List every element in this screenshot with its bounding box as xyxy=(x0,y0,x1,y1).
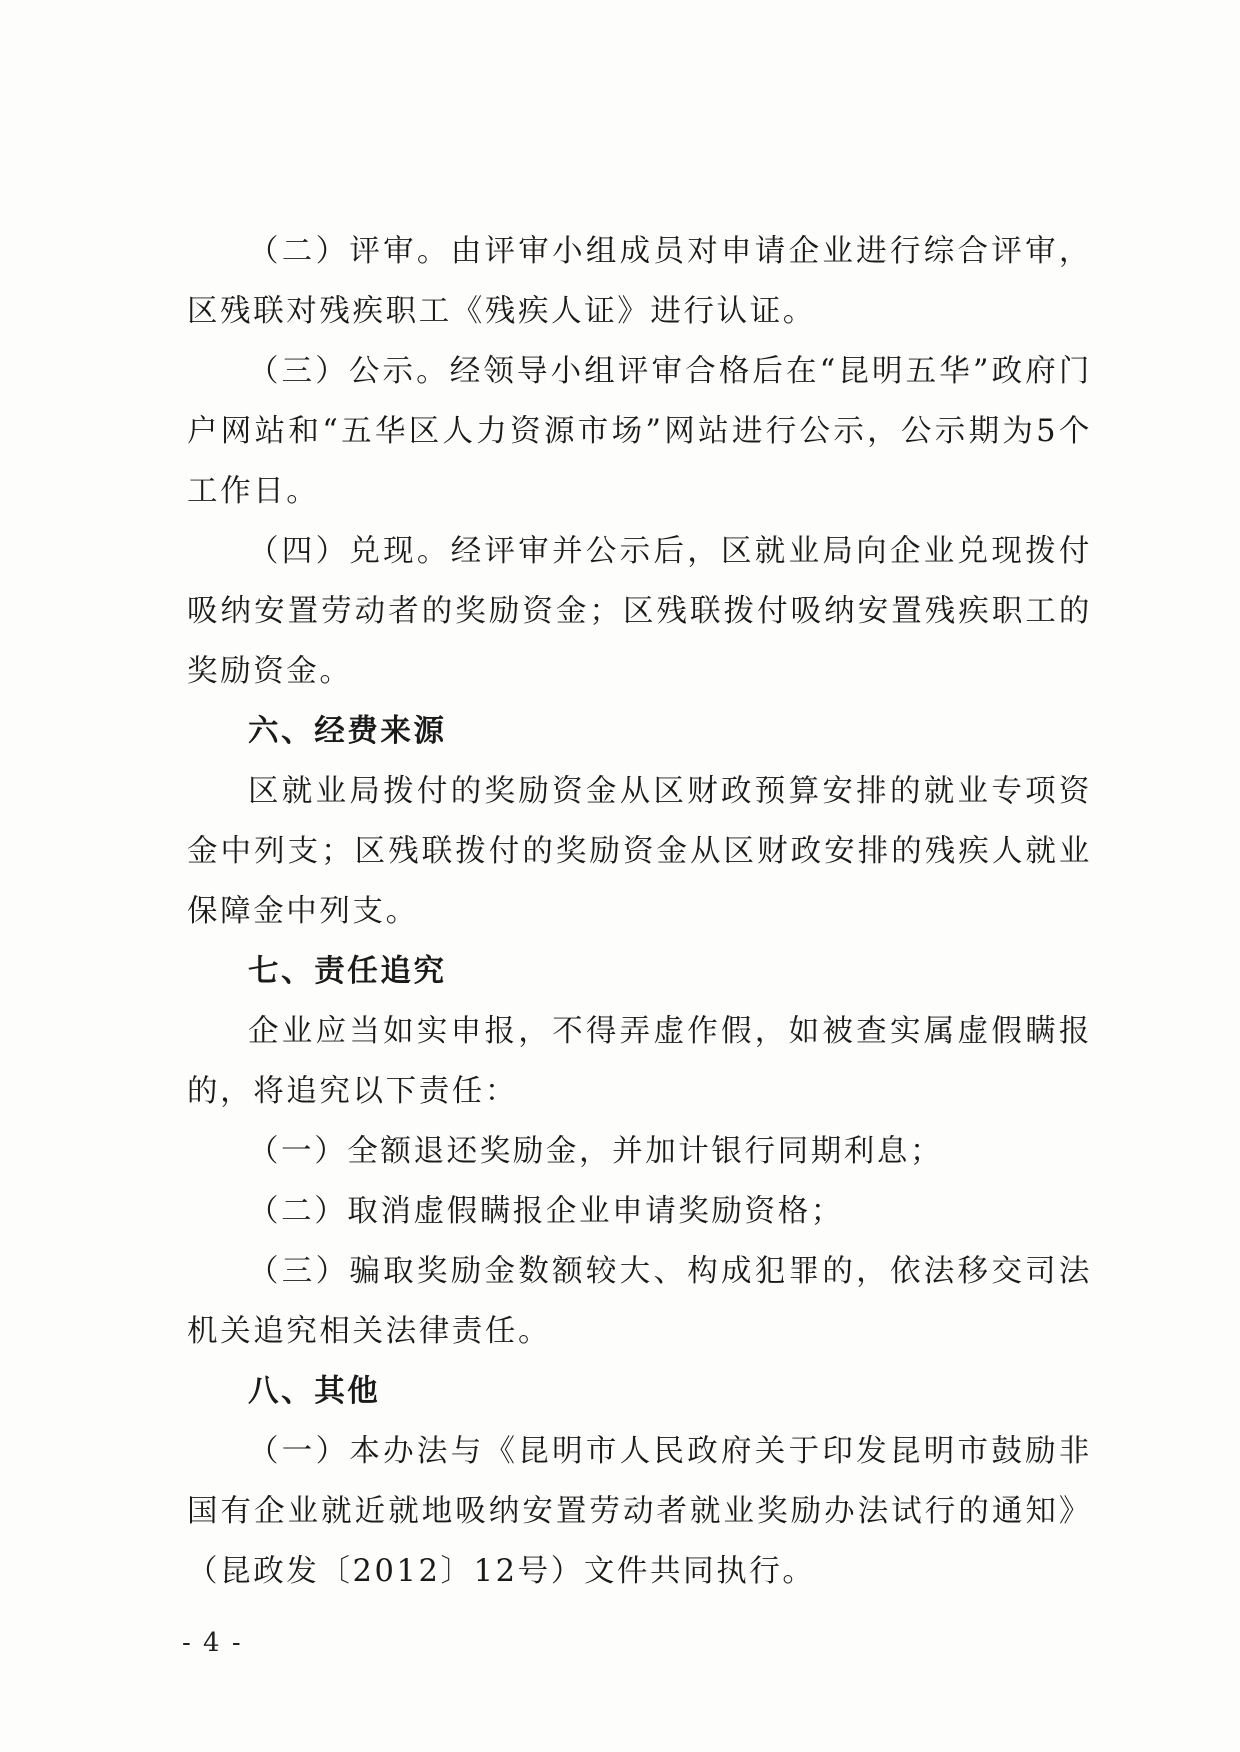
paragraph-publicity: （三）公示。经领导小组评审合格后在“昆明五华”政府门户网站和“五华区人力资源市场”网站进行公示，公示期为5个工作日。 xyxy=(187,354,1092,509)
paragraph-accountability-item-1: （一）全额退还奖励金，并加计银行同期利息； xyxy=(248,1134,944,1169)
paragraph-accountability-item-3: （三）骗取奖励金数额较大、构成犯罪的，依法移交司法机关追究相关法律责任。 xyxy=(187,1254,1092,1349)
document-body xyxy=(187,222,1092,1602)
paragraph-payout: （四）兑现。经评审并公示后，区就业局向企业兑现拨付吸纳安置劳动者的奖励资金；区残联拨付吸纳安置残疾职工的奖励资金。 xyxy=(187,534,1092,689)
section-heading-other: 八、其他 xyxy=(248,1374,381,1409)
page-number: - 4 - xyxy=(182,1628,243,1658)
section-heading-accountability: 七、责任追究 xyxy=(248,954,447,989)
paragraph-accountability-item-2: （二）取消虚假瞒报企业申请奖励资格； xyxy=(248,1194,844,1229)
paragraph-funding-source: 区就业局拨付的奖励资金从区财政预算安排的就业专项资金中列支；区残联拨付的奖励资金从区财政安排的残疾人就业保障金中列支。 xyxy=(187,774,1092,929)
paragraph-other-item-1: （一）本办法与《昆明市人民政府关于印发昆明市鼓励非国有企业就近就地吸纳安置劳动者就业奖励办法试行的通知》（昆政发〔2012〕12号）文件共同执行。 xyxy=(187,1434,1092,1589)
paragraph-accountability-intro: 企业应当如实申报，不得弄虚作假，如被查实属虚假瞒报的，将追究以下责任： xyxy=(187,1014,1092,1109)
section-heading-funding-source: 六、经费来源 xyxy=(248,714,447,749)
paragraph-review: （二）评审。由评审小组成员对申请企业进行综合评审，区残联对残疾职工《残疾人证》进行认证。 xyxy=(187,234,1092,329)
